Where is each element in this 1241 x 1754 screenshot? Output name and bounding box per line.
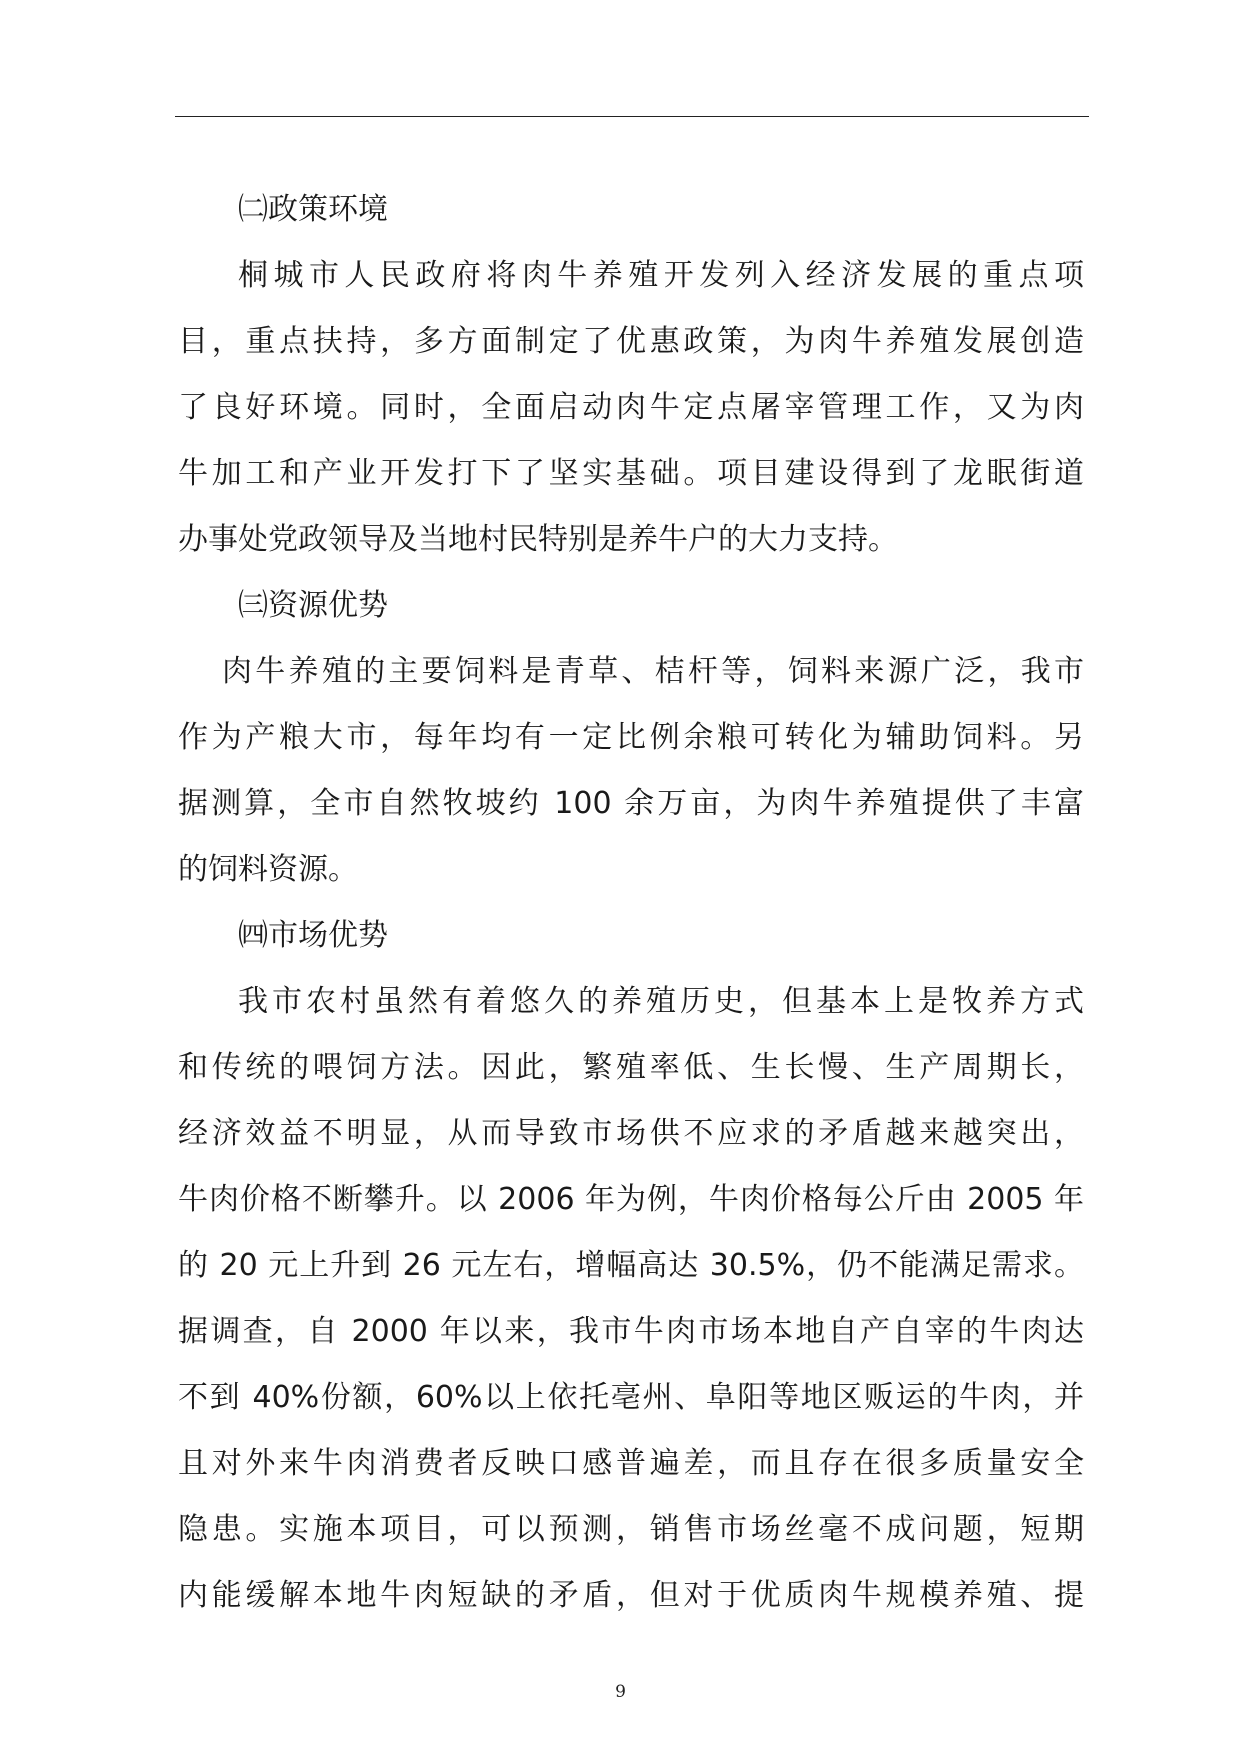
page-number: 9 [615, 1682, 626, 1702]
paragraph-line: 我市农村虽然有着悠久的养殖历史，但基本上是牧养方式 [238, 984, 1084, 1019]
paragraph-line: 牛肉价格不断攀升。以 2006 年为例，牛肉价格每公斤由 2005 年 [178, 1182, 1084, 1217]
paragraph-line: 隐患。实施本项目，可以预测，销售市场丝毫不成问题，短期 [178, 1512, 1084, 1547]
paragraph-line: 的饲料资源。 [178, 852, 358, 887]
paragraph-line: 据测算，全市自然牧坡约 100 余万亩，为肉牛养殖提供了丰富 [178, 786, 1084, 821]
paragraph-line: 肉牛养殖的主要饲料是青草、桔杆等，饲料来源广泛，我市 [222, 654, 1084, 689]
paragraph-line: 目，重点扶持，多方面制定了优惠政策，为肉牛养殖发展创造 [178, 324, 1084, 359]
paragraph-line: 办事处党政领导及当地村民特别是养牛户的大力支持。 [178, 522, 898, 557]
paragraph-line: 经济效益不明显，从而导致市场供不应求的矛盾越来越突出， [178, 1116, 1084, 1151]
paragraph-line: 作为产粮大市，每年均有一定比例余粮可转化为辅助饲料。另 [178, 720, 1084, 755]
paragraph-line: 牛加工和产业开发打下了坚实基础。项目建设得到了龙眠街道 [178, 456, 1084, 491]
paragraph-line: 的 20 元上升到 26 元左右，增幅高达 30.5%，仍不能满足需求。 [178, 1248, 1084, 1283]
paragraph-line: 和传统的喂饲方法。因此，繁殖率低、生长慢、生产周期长， [178, 1050, 1084, 1085]
header-rule [175, 116, 1089, 117]
paragraph-line: 了良好环境。同时，全面启动肉牛定点屠宰管理工作，又为肉 [178, 390, 1084, 425]
section-heading: ㈡政策环境 [238, 192, 388, 227]
section-heading: ㈢资源优势 [238, 588, 388, 623]
paragraph-line: 不到 40%份额，60%以上依托亳州、阜阳等地区贩运的牛肉，并 [178, 1380, 1084, 1415]
paragraph-line: 内能缓解本地牛肉短缺的矛盾，但对于优质肉牛规模养殖、提 [178, 1578, 1084, 1613]
paragraph-line: 桐城市人民政府将肉牛养殖开发列入经济发展的重点项 [238, 258, 1084, 293]
paragraph-line: 据调查，自 2000 年以来，我市牛肉市场本地自产自宰的牛肉达 [178, 1314, 1084, 1349]
paragraph-line: 且对外来牛肉消费者反映口感普遍差，而且存在很多质量安全 [178, 1446, 1084, 1481]
section-heading: ㈣市场优势 [238, 918, 388, 953]
